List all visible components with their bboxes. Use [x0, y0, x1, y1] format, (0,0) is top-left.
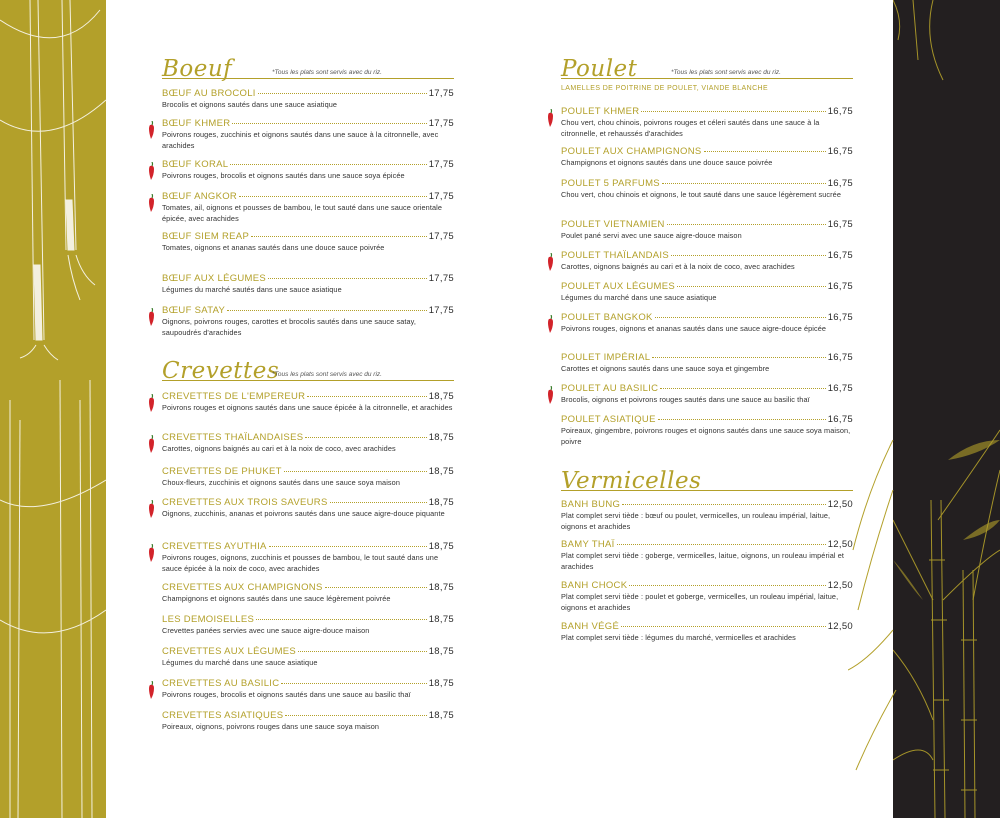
menu-item: [162, 466, 454, 489]
item-description: Poivrons rouges, oignons, zucchinis et pousses de bambou, le tout sauté dans une sauce épicée à la noix de coco, avec arachides: [162, 553, 439, 573]
item-description: Plat complet servi tiède : bœuf ou poulet, vermicelles, un rouleau impérial, laitue, oignons et arachides: [561, 511, 831, 531]
item-title-line: [162, 614, 454, 625]
item-price: 16,75: [827, 250, 853, 261]
item-description: Poivrons rouges, oignons et ananas sautés dans une sauce aigre-douce épicée: [561, 324, 827, 333]
dot-leader: [232, 123, 426, 124]
item-title-line: [162, 582, 454, 593]
item-price: 16,75: [827, 414, 853, 425]
menu-item: [162, 273, 454, 296]
item-title-line: [561, 106, 853, 117]
item-price: 18,75: [428, 678, 454, 689]
dot-leader: [269, 546, 427, 547]
item-description: Carottes, oignons baignés au cari et à la noix de coco, avec arachides: [162, 444, 396, 453]
item-description: Légumes du marché dans une sauce asiatique: [561, 293, 717, 302]
item-title-line: [561, 383, 853, 394]
item-title-line: [162, 710, 454, 721]
dot-leader: [671, 255, 826, 256]
dot-leader: [677, 286, 826, 287]
section-header: [162, 54, 454, 82]
item-description: Poireaux, gingembre, poivrons rouges et oignons sautés dans une sauce soya maison, poivre: [561, 426, 851, 446]
rice-note: *Tous les plats sont servis avec du riz.: [272, 371, 382, 378]
item-title-line: [162, 88, 454, 99]
item-name: BŒUF SIEM REAP: [162, 231, 250, 242]
item-price: 18,75: [428, 582, 454, 593]
item-name: BŒUF AU BROCOLI: [162, 88, 256, 99]
menu-item: [561, 580, 853, 613]
item-name: POULET VIETNAMIEN: [561, 219, 665, 230]
section-vermicelles: [561, 466, 853, 494]
menu-item: [561, 178, 853, 201]
item-description: Poivrons rouges, zucchinis et oignons sautés dans une sauce à la citronnelle, avec arachides: [162, 130, 439, 150]
item-description: Poulet pané servi avec une sauce aigre-douce maison: [561, 231, 742, 240]
dot-leader: [617, 544, 826, 545]
item-title-line: [162, 191, 454, 202]
chili-pepper-icon: [148, 194, 156, 212]
item-name: POULET ASIATIQUE: [561, 414, 656, 425]
menu-item: [561, 219, 853, 242]
menu-item: [162, 432, 454, 455]
dot-leader: [622, 504, 826, 505]
item-description: Brocolis, oignons et poivrons rouges sautés dans une sauce au basilic thaï: [561, 395, 810, 404]
item-description: Choux-fleurs, zucchinis et oignons sautés dans une sauce soya maison: [162, 478, 400, 487]
chili-pepper-icon: [148, 681, 156, 699]
menu-item: [162, 541, 454, 574]
right-decorative-band: [893, 0, 1000, 818]
chili-pepper-icon: [547, 315, 555, 333]
item-title-line: [561, 580, 853, 591]
bamboo-leaves-illustration: [848, 430, 898, 818]
item-name: BANH CHOCK: [561, 580, 628, 591]
dot-leader: [239, 196, 427, 197]
dot-leader: [227, 310, 427, 311]
item-title-line: [162, 118, 454, 129]
chili-pepper-icon: [148, 162, 156, 180]
item-name: BANH BUNG: [561, 499, 621, 510]
dot-leader: [621, 626, 826, 627]
item-price: 18,75: [428, 541, 454, 552]
item-title-line: [162, 541, 454, 552]
item-name: CREVETTES AU BASILIC: [162, 678, 280, 689]
item-price: 18,75: [428, 391, 454, 402]
dot-leader: [662, 183, 826, 184]
item-price: 16,75: [827, 383, 853, 394]
menu-item: [162, 678, 454, 701]
item-title-line: [162, 159, 454, 170]
dot-leader: [251, 236, 427, 237]
item-name: BŒUF ANGKOR: [162, 191, 238, 202]
dot-leader: [629, 585, 825, 586]
item-price: 12,50: [827, 539, 853, 550]
chili-pepper-icon: [148, 394, 156, 412]
item-price: 16,75: [827, 281, 853, 292]
dot-leader: [285, 715, 426, 716]
menu-item: [162, 118, 454, 151]
item-title-line: [162, 497, 454, 508]
item-price: 12,50: [827, 499, 853, 510]
item-title-line: [561, 539, 853, 550]
item-name: BŒUF KHMER: [162, 118, 231, 129]
section-header: [561, 466, 853, 494]
item-description: Plat complet servi tiède : légumes du marché, vermicelles et arachides: [561, 633, 796, 642]
item-price: 18,75: [428, 646, 454, 657]
item-title-line: [561, 312, 853, 323]
menu-item: [561, 250, 853, 273]
item-description: Carottes, oignons baignés au cari et à la noix de coco, avec arachides: [561, 262, 795, 271]
section-subtitle: LAMELLES DE POITRINE DE POULET, VIANDE BLANCHE: [561, 85, 769, 92]
item-title-line: [162, 273, 454, 284]
item-title-line: [561, 352, 853, 363]
item-title-line: [561, 219, 853, 230]
item-name: POULET AUX CHAMPIGNONS: [561, 146, 702, 157]
item-price: 17,75: [428, 231, 454, 242]
item-price: 16,75: [827, 312, 853, 323]
item-title-line: [162, 466, 454, 477]
bamboo-overlap-illustration: [893, 0, 1000, 818]
item-name: POULET AU BASILIC: [561, 383, 659, 394]
menu-item: [162, 305, 454, 338]
item-price: 17,75: [428, 88, 454, 99]
item-name: POULET BANGKOK: [561, 312, 653, 323]
item-description: Légumes du marché dans une sauce asiatique: [162, 658, 318, 667]
item-price: 18,75: [428, 710, 454, 721]
dot-leader: [667, 224, 826, 225]
item-description: Brocolis et oignons sautés dans une sauce asiatique: [162, 100, 338, 109]
rice-note: *Tous les plats sont servis avec du riz.: [671, 69, 781, 76]
dot-leader: [660, 388, 825, 389]
item-description: Poivrons rouges, brocolis et oignons sautés dans une sauce au basilic thaï: [162, 690, 411, 699]
item-name: CREVETTES AUX CHAMPIGNONS: [162, 582, 323, 593]
item-name: BŒUF KORAL: [162, 159, 229, 170]
chili-pepper-icon: [547, 253, 555, 271]
chili-pepper-icon: [148, 121, 156, 139]
item-price: 16,75: [827, 106, 853, 117]
item-description: Poivrons rouges et oignons sautés dans une sauce épicée à la citronnelle, et arachides: [162, 403, 453, 412]
item-title-line: [162, 678, 454, 689]
item-price: 18,75: [428, 497, 454, 508]
section-header: [561, 54, 853, 82]
item-description: Carottes et oignons sautés dans une sauce soya et gingembre: [561, 364, 770, 373]
menu-item: [561, 106, 853, 139]
menu-item: [162, 646, 454, 669]
chili-pepper-icon: [148, 544, 156, 562]
dot-leader: [307, 396, 426, 397]
item-price: 18,75: [428, 466, 454, 477]
item-name: CREVETTES THAÏLANDAISES: [162, 432, 304, 443]
item-price: 18,75: [428, 432, 454, 443]
item-description: Champignons et oignons sautés dans une douce sauce poivrée: [561, 158, 773, 167]
item-name: POULET THAÏLANDAIS: [561, 250, 669, 261]
item-price: 18,75: [428, 614, 454, 625]
dot-leader: [658, 419, 826, 420]
item-name: CREVETTES DE L'EMPEREUR: [162, 391, 306, 402]
menu-item: [561, 499, 853, 532]
dot-leader: [298, 651, 427, 652]
dot-leader: [284, 471, 427, 472]
item-title-line: [162, 391, 454, 402]
section-title: Crevettes: [162, 358, 280, 384]
item-title-line: [162, 305, 454, 316]
item-name: LES DEMOISELLES: [162, 614, 255, 625]
menu-item: [162, 88, 454, 111]
chili-pepper-icon: [547, 386, 555, 404]
menu-item: [162, 191, 454, 224]
item-description: Oignons, poivrons rouges, carottes et brocolis sautés dans une sauce satay, saupoudrés d'arachides: [162, 317, 416, 337]
item-price: 17,75: [428, 273, 454, 284]
item-price: 16,75: [827, 352, 853, 363]
item-description: Champignons et oignons sautés dans une sauce légèrement poivrée: [162, 594, 391, 603]
item-name: BŒUF SATAY: [162, 305, 226, 316]
item-name: CREVETTES DE PHUKET: [162, 466, 282, 477]
item-description: Chou vert, chou chinois et oignons, le tout sauté dans une sauce légèrement sucrée: [561, 190, 841, 199]
item-title-line: [561, 178, 853, 189]
item-description: Poivrons rouges, brocolis et oignons sautés dans une sauce soya épicée: [162, 171, 405, 180]
menu-item: [561, 414, 853, 447]
section-title: Poulet: [561, 56, 638, 82]
section-header: [162, 356, 454, 384]
item-title-line: [162, 432, 454, 443]
item-title-line: [162, 646, 454, 657]
rice-note: *Tous les plats sont servis avec du riz.: [272, 69, 382, 76]
dot-leader: [230, 164, 426, 165]
section-crevettes: [162, 356, 454, 384]
menu-item: [561, 146, 853, 169]
dot-leader: [258, 93, 427, 94]
item-description: Tomates, oignons et ananas sautés dans une douce sauce poivrée: [162, 243, 385, 252]
item-name: BANH VÉGÉ: [561, 621, 620, 632]
item-description: Poireaux, oignons, poivrons rouges dans une sauce soya maison: [162, 722, 380, 731]
dot-leader: [325, 587, 427, 588]
item-price: 17,75: [428, 118, 454, 129]
item-description: Chou vert, chou chinois, poivrons rouges et céleri sautés dans une sauce à la citronnelle, et rehaussés d'arachides: [561, 118, 820, 138]
dot-leader: [268, 278, 427, 279]
item-description: Légumes du marché sautés dans une sauce asiatique: [162, 285, 342, 294]
item-description: Oignons, zucchinis, ananas et poivrons sautés dans une sauce aigre-douce piquante: [162, 509, 445, 518]
menu-item: [561, 621, 853, 644]
menu-item: [162, 614, 454, 637]
menu-item: [561, 352, 853, 375]
menu-item: [561, 383, 853, 406]
item-name: CREVETTES AUX LÉGUMES: [162, 646, 297, 657]
item-title-line: [561, 499, 853, 510]
chili-pepper-icon: [148, 435, 156, 453]
item-price: 12,50: [827, 580, 853, 591]
menu-item: [561, 539, 853, 572]
dot-leader: [655, 317, 826, 318]
dot-leader: [641, 111, 825, 112]
menu-item: [162, 582, 454, 605]
dot-leader: [704, 151, 826, 152]
dot-leader: [652, 357, 825, 358]
item-title-line: [561, 281, 853, 292]
item-description: Plat complet servi tiède : poulet et goberge, vermicelles, un rouleau impérial, laitue, oignons et arachides: [561, 592, 839, 612]
item-price: 17,75: [428, 159, 454, 170]
item-title-line: [561, 250, 853, 261]
dot-leader: [256, 619, 427, 620]
item-name: BAMY THAÏ: [561, 539, 615, 550]
menu-item: [162, 710, 454, 733]
section-poulet: [561, 54, 853, 92]
dot-leader: [330, 502, 427, 503]
menu-item: [162, 231, 454, 254]
menu-item: [162, 497, 454, 520]
menu-item: [561, 312, 853, 335]
item-price: 12,50: [827, 621, 853, 632]
item-title-line: [162, 231, 454, 242]
item-description: Crevettes panées servies avec une sauce aigre-douce maison: [162, 626, 370, 635]
section-title: Boeuf: [162, 56, 233, 82]
item-name: POULET 5 PARFUMS: [561, 178, 660, 189]
item-name: CREVETTES AUX TROIS SAVEURS: [162, 497, 328, 508]
item-name: CREVETTES ASIATIQUES: [162, 710, 284, 721]
item-price: 16,75: [827, 219, 853, 230]
chili-pepper-icon: [148, 308, 156, 326]
chili-pepper-icon: [547, 109, 555, 127]
item-name: POULET IMPÉRIAL: [561, 352, 651, 363]
item-price: 16,75: [827, 146, 853, 157]
item-name: POULET AUX LÉGUMES: [561, 281, 675, 292]
item-name: CREVETTES AYUTHIA: [162, 541, 267, 552]
dot-leader: [305, 437, 426, 438]
chili-pepper-icon: [148, 500, 156, 518]
item-price: 17,75: [428, 305, 454, 316]
section-title: Vermicelles: [561, 468, 702, 494]
dot-leader: [281, 683, 426, 684]
item-name: BŒUF AUX LÉGUMES: [162, 273, 267, 284]
item-price: 16,75: [827, 178, 853, 189]
menu-item: [162, 159, 454, 182]
section-boeuf: [162, 54, 454, 82]
item-price: 17,75: [428, 191, 454, 202]
menu-item: [561, 281, 853, 304]
item-title-line: [561, 146, 853, 157]
item-description: Tomates, ail, oignons et pousses de bambou, le tout sauté dans une sauce orientale épicée, avec arachides: [162, 203, 442, 223]
item-name: POULET KHMER: [561, 106, 640, 117]
chopsticks-illustration: [0, 0, 106, 818]
menu-item: [162, 391, 454, 414]
item-description: Plat complet servi tiède : goberge, vermicelles, laitue, oignons, un rouleau impérial et arachides: [561, 551, 844, 571]
item-title-line: [561, 414, 853, 425]
item-title-line: [561, 621, 853, 632]
left-decorative-band: [0, 0, 106, 818]
